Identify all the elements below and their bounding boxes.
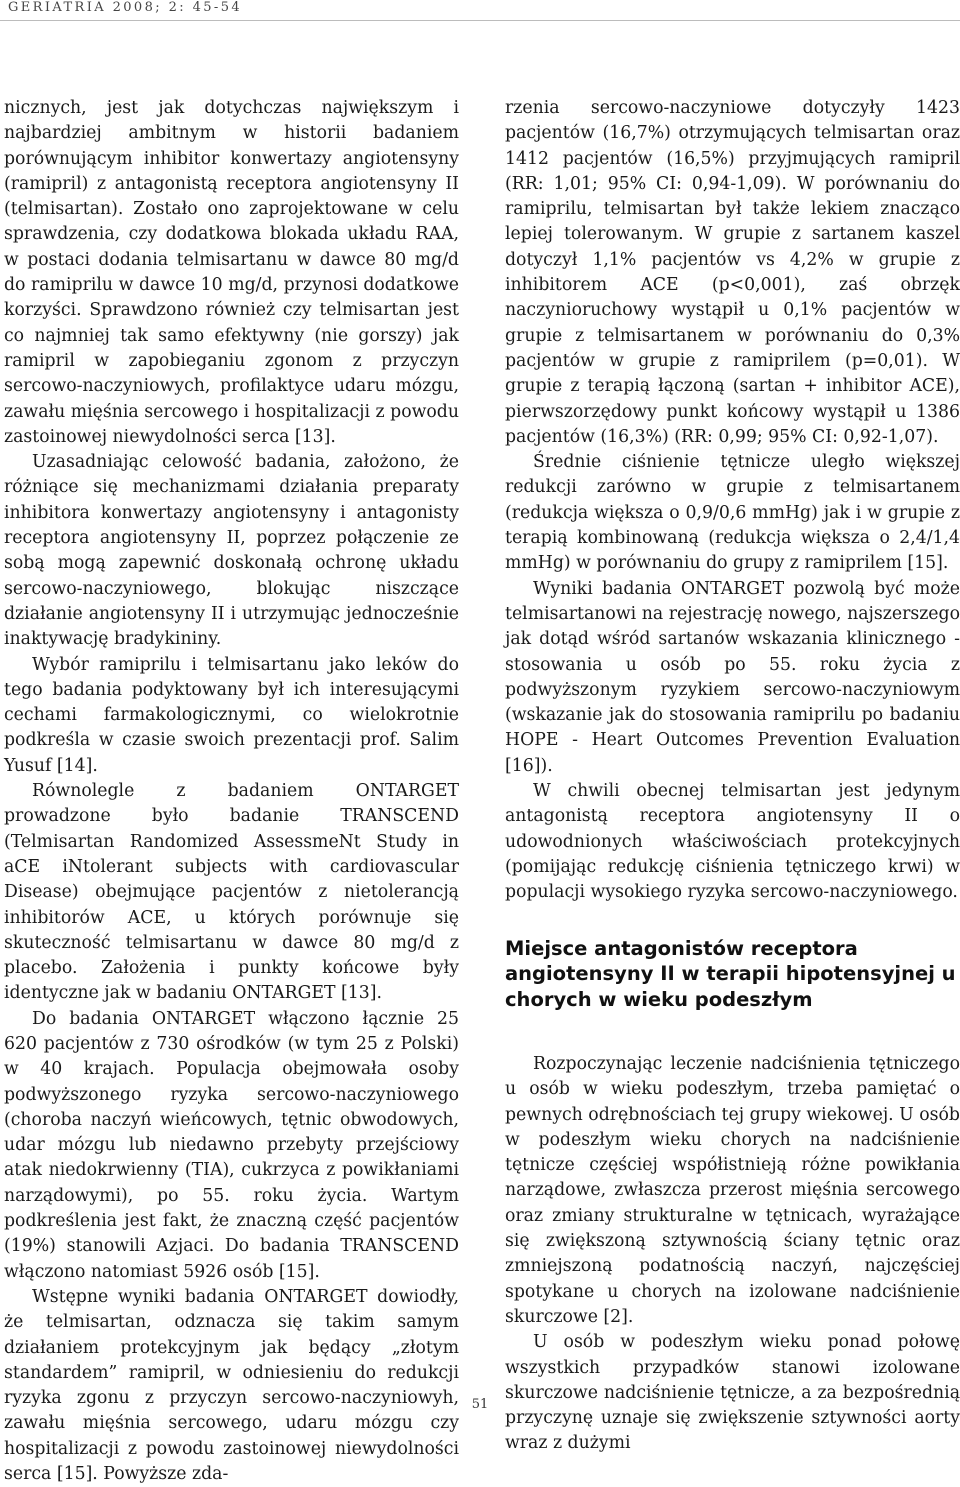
body-paragraph: rzenia sercowo-naczyniowe dotyczyły 1423 pacjentów (16,7%) otrzymujących telmisartan oraz 1412 pacjentów (16,5%) przyjmujących ramipril (RR: 1,01; 95% CI: 0,94-1,09). W porównaniu do ramiprilu, telmisartan był także lekiem znacząco lepiej tolerowanym. W grupie z sartanem kaszel dotyczył 1,1% pacjentów vs 4,2% w grupie z inhibitorem ACE (p<0,001), zaś obrzęk naczynioruchowy wystąpił u 0,1% pacjentów w grupie z telmisartanem w porównaniu do 0,3% pacjentów w grupie z ramiprilem (p=0,01). W grupie z terapią łączoną (sartan + inhibitor ACE), pierwszorzędowy punkt końcowy wystąpił u 1386 pacjentów (16,3%) (RR: 0,99; 95% CI: 0,92-1,07). xyxy=(505,98,960,447)
body-paragraph: W chwili obecnej telmisartan jest jedynym antagonistą receptora angiotensyny II o udowodnionych właściwościach protekcyjnych (pomijając redukcję ciśnienia tętniczego krwi) w populacji wysokiego ryzyka sercowo-naczyniowego. xyxy=(505,781,960,903)
body-paragraph: Średnie ciśnienie tętnicze uległo większej redukcji zarówno w grupie z telmisartanem (redukcja większa o 0,9/0,6 mmHg) jak i w grupie z terapią kombinowaną (redukcja większa o 2,4/1,4 mmHg) w porównaniu do grupy z ramiprilem [15]. xyxy=(505,452,960,574)
body-paragraph: Wybór ramiprilu i telmisartanu jako leków do tego badania podyktowany był ich interesującymi cechami farmakologicznymi, co wielokrotnie podkreśla w czasie swoich prezentacji prof. Salim Yusuf [14]. xyxy=(4,654,459,776)
section-heading: Miejsce antagonistów receptora angiotensyny II w terapii hipotensyjnej u chorych w wieku podeszłym xyxy=(505,936,956,1011)
body-paragraph: nicznych, jest jak dotychczas największym i najbardziej ambitnym w historii badaniem porównującym inhibitor konwertazy angiotensyny (ramipril) z antagonistą receptora angiotensyny II (telmisartan). Zostało ono zaprojektowane w celu sprawdzenia, czy dodatkowa blokada układu RAA, w postaci dodania telmisartanu w dawce 80 mg/d do ramiprilu w dawce 10 mg/d, przynosi dodatkowe korzyści. Sprawdzono również czy telmisartan jest co najmniej tak samo efektywny (nie gorszy) jak ramipril w zapobieganiu zgonom z przyczyn sercowo-naczyniowych, profilaktyce udaru mózgu, zawału mięśnia sercowego i hospitalizacji z powodu zastoinowej niewydolności serca [13]. xyxy=(4,98,459,447)
body-paragraph: Wyniki badania ONTARGET pozwolą być może telmisartanowi na rejestrację nowego, najszerszego jak dotąd wśród sartanów wskazania klinicznego - stosowania u osób po 55. roku życia z podwyższonym ryzykiem sercowo-naczyniowym (wskazanie jak do stosowania ramiprilu po badaniu HOPE - Heart Outcomes Prevention Evaluation [16]). xyxy=(505,578,960,776)
left-column xyxy=(4,96,459,1487)
body-paragraph: U osób w podeszłym wieku ponad połowę wszystkich przypadków stanowi izolowane skurczowe nadciśnienie tętnicze, a za bezpośrednią przyczynę uznaje się zwiększenie sztywności aorty wraz z dużymi xyxy=(505,1332,960,1454)
header-divider xyxy=(0,20,960,21)
body-paragraph: Do badania ONTARGET włączono łącznie 25 620 pacjentów z 730 ośrodków (w tym 25 z Polski) w 40 krajach. Populacja obejmowała osoby podwyższonego ryzyka sercowo-naczyniowego (choroba naczyń wieńcowych, tętnic obwodowych, udar mózgu lub niedawno przebyty przejściowy atak niedokrwienny (TIA), cukrzyca z powikłaniami narządowymi), po 55. roku życia. Wartym podkreślenia jest fakt, że znaczną część pacjentów (19%) stanowili Azjaci. Do badania TRANSCEND włączono natomiast 5926 osób [15]. xyxy=(4,1008,459,1282)
right-column xyxy=(505,96,960,1457)
page-number: 51 xyxy=(471,1397,489,1412)
body-paragraph: Równolegle z badaniem ONTARGET prowadzone było badanie TRANSCEND (Telmisartan Randomized AssessmeNt Study in aCE iNtolerant subjects with cardiovascular Disease) obejmujące pacjentów z nietolerancją inhibitorów ACE, u których porównuje się skuteczność telmisartanu w dawce 80 mg/d z placebo. Założenia i punkty końcowe były identyczne jak w badaniu ONTARGET [13]. xyxy=(4,781,459,1004)
running-head: GERIATRIA 2008; 2: 45-54 xyxy=(8,0,243,15)
body-paragraph: Rozpoczynając leczenie nadciśnienia tętniczego u osób w wieku podeszłym, trzeba pamiętać o pewnych odrębnościach tej grupy wiekowej. U osób w podeszłym wieku chorych na nadciśnienie tętnicze częściej współistnieją różne powikłania narządowe, zwłaszcza przerost mięśnia sercowego oraz zmiany strukturalne w tętnicach, wyrażające się zwiększoną sztywnością ściany tętnic oraz zmniejszoną podatnością naczyń, najczęściej spotykane u chorych na izolowane nadciśnienie skurczowe [2]. xyxy=(505,1054,960,1327)
body-paragraph: Wstępne wyniki badania ONTARGET dowiodły, że telmisartan, odznacza się takim samym działaniem protekcyjnym jak będący „złotym standardem” ramipril, w odniesieniu do redukcji ryzyka zgonu z przyczyn sercowo-naczyniowyh, zawału mięśnia sercowego, udaru mózgu czy hospitalizacji z powodu zastoinowej niewydolności serca [15]. Powyższe zda- xyxy=(4,1286,459,1485)
body-paragraph: Uzasadniając celowość badania, założono, że różniące się mechanizmami działania preparaty inhibitora konwertazy angiotensyny i antagonisty receptora angiotensyny II, poprzez połączenie ze sobą mogą zapewnić doskonałą ochronę układu sercowo-naczyniowego, blokując niszczące działanie angiotensyny II i utrzymując jednocześnie inaktywację bradykininy. xyxy=(4,452,459,650)
